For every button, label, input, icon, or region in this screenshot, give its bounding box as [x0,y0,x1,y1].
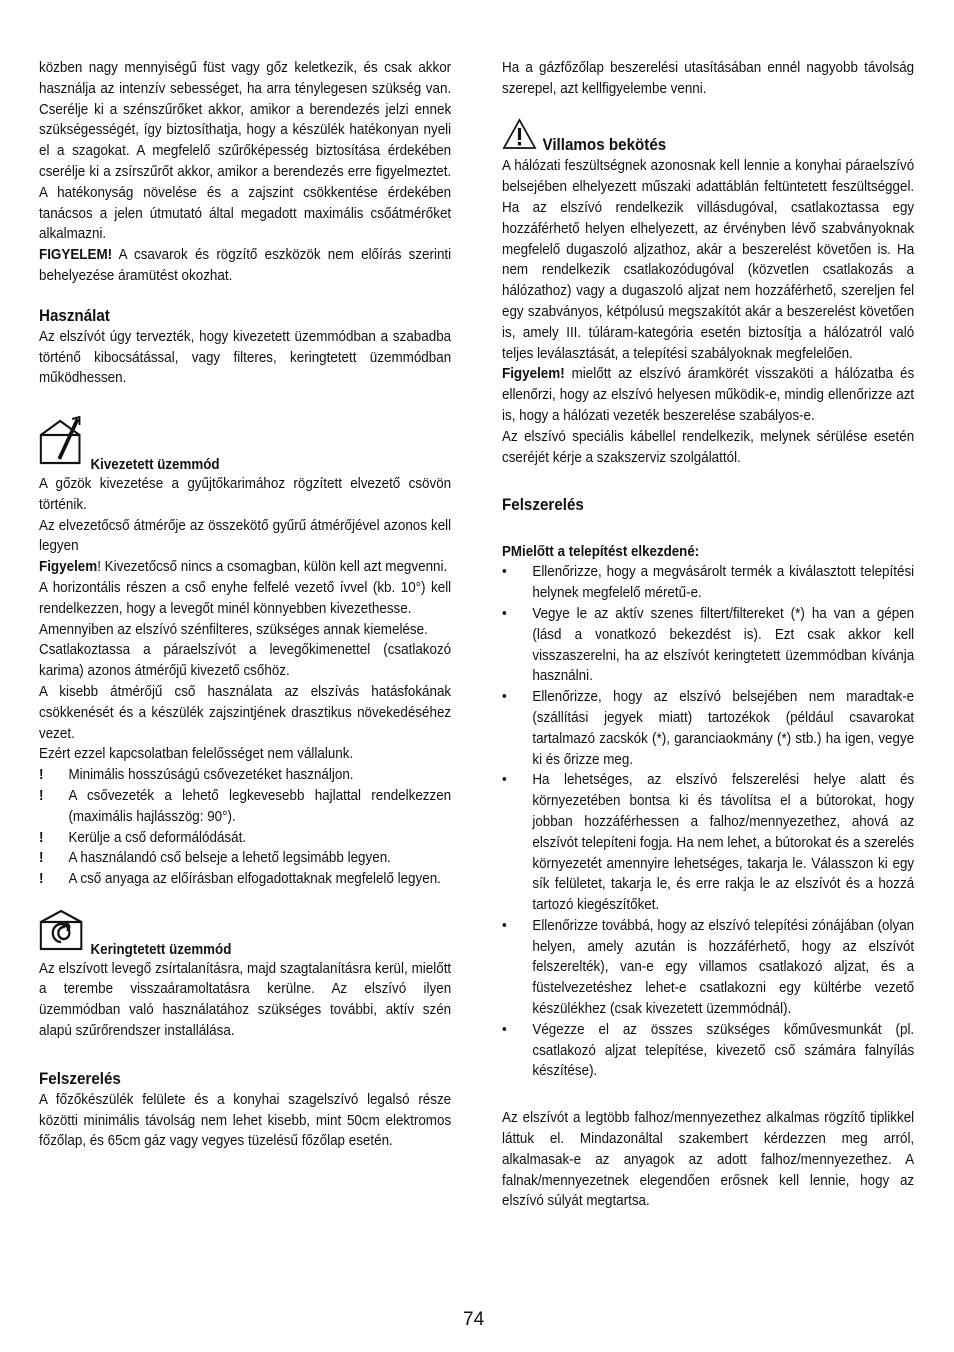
bullet: • [502,772,507,789]
list-item: • Végezze el az összes szükséges kőművesmunkát (pl. csatlakozó aljzat telepítése, kivezető cső számára falnyílás készítése). [502,1020,914,1082]
ducted-notice [39,557,451,578]
bullet: • [502,605,507,622]
warning-triangle-icon [502,118,537,157]
gas-hob-note: Ha a gázfőzőlap beszerelési utasításában ennél nagyobb távolság szerepel, azt kellfigyelembe venni. [502,60,915,97]
ducted-paragraph: Amennyiben az elszívó szénfilteres, szükséges annak kiemelése. [39,621,428,638]
list-item: • Vegye le az aktív szenes filtert/filtereket (*) ha van a gépen (lásd a vonatkozó bekezdést is). Ezt csak akkor kell visszaszerelni, ha az elszívót keringtetett üzemmódban kívánja használni. [502,604,914,687]
list-item: ! A használandó cső belseje a lehető legsimább legyen. [39,848,451,869]
recirc-text: Az elszívott levegő zsírtalanításra, majd szagtalanításra kerül, mielőtt a terembe visszaáramoltatásra kerülne. Az elszívó ilyen üzemmódban való használatához szükséges további, aktív szén alapú szűrőrendszer installálása. [39,960,452,1040]
left-column [39,58,451,1152]
warning-paragraph [39,245,451,287]
exclamation-mark: ! [39,787,44,804]
recirc-heading: Keringtetett üzemmód [90,941,232,958]
list-item: ! Kerülje a cső deformálódását. [39,828,451,849]
electrical-paragraph: Az elszívó speciális kábellel rendelkezik, melynek sérülése esetén cseréjét kérje a szakszerviz szolgálattól. [502,428,915,466]
ducted-paragraph: Az elvezetőcső átmérője az összekötő gyűrű átmérőjével azonos kell legyen [39,517,452,555]
notice-label: Figyelem [39,559,98,576]
usage-heading: Használat [39,306,110,325]
before-install-heading: PMielőtt a telepítést elkezdené: [502,544,700,561]
warning-label: FIGYELEM! [39,247,113,264]
notice-text: ! Kivezetőcső nincs a csomagban, külön kell azt megvenni. [97,559,448,576]
checklist [502,562,914,1082]
intro-paragraph: közben nagy mennyiségű füst vagy gőz keletkezik, és csak akkor használja az intenzív sebességet, ha arra ténylegesen szükség van. Cserélje ki a szénszűrőket akkor, amikor a berendezés jelzi ennek szükségességét, így biztosíthatja, hogy a készülék hatékonyan nyeli el a szagokat. A megfelelő szűrőképesség biztosítása érdekében cserélje ki a zsírszűrőt akkor, amikor a berendezés erre figyelmeztet. A hatékonyság növelése és a zajszint csökkentése érdekében tanácsos a jelen útmutató által megadott maximális csőátmérőket alkalmazni. [39,60,452,243]
install-heading-right: Felszerelés [502,496,584,515]
exclamation-mark: ! [39,829,44,846]
electrical-paragraph: A hálózati feszültségnek azonosnak kell lennie a konyhai páraelszívó belsejében elhelyezett műszaki adattáblán feltüntetett feszültséggel. Ha az elszívó rendelkezik villásdugóval, csatlakoztassa egy hozzáférhető helyen elhelyezett, az érvényben lévő szabványoknak megfelelő dugaszoló aljzathoz, akár a beszerelést követően is. Ha nem rendelkezik csatlakozódugóval (közvetlen csatlakozás a hálózathoz) vagy a dugaszoló aljzat nem hozzáférhető, szereljen fel egy szabványos, kétpólusú megszakítót akár a beszerelést követően is, amely III. túláram-kategória esetén biztosítja a hálózatról való teljes leválasztását, a telepítési szabályoknak megfelelően. [502,158,915,362]
closing-paragraph: Az elszívót a legtöbb falhoz/mennyezethez alkalmas rögzítő tiplikkel láttuk el. Mindazonáltal szakembert kérdezzen meg arról, alkalmasak-e az anyagok az adott falhoz/mennyezethez. A falnak/mennyezetnek elegendően erősnek kell lennie, hogy az elszívó súlyát megtartsa. [502,1110,915,1210]
electrical-notice [502,364,914,426]
notice-text: mielőtt az elszívó áramkörét visszaköti a hálózatba és ellenőrzi, hogy az elszívó helyesen működik-e, mindig ellenőrizze azt is, hogy a hálózati vezeték beszerelése szabályos-e. [502,366,915,424]
right-column [502,58,914,1212]
ducted-paragraph: A horizontális részen a cső enyhe felfelé vezető ívvel (kb. 10°) kell rendelkezzen, hogy a levegőt minél könnyebben kivezethesse. [39,579,452,617]
list-item: • Ellenőrizze továbbá, hogy az elszívó telepítési zónájában (olyan helyen, amely azután is hozzáférhető, hogy az elszívót felszerelték), van-e egy villamos csatlakozó aljzat, és a füstelvezetéshez lehet-e csatlakozni egy kültérbe vezető készülékhez (csak kivezetett üzemmódnál). [502,916,914,1020]
notice-label: Figyelem! [502,366,565,383]
recirc-heading-row [39,908,451,959]
bullet: • [502,917,507,934]
ducted-heading-row [39,415,451,474]
usage-text: Az elszívót úgy tervezték, hogy kivezetett üzemmódban a szabadba történő kibocsátással, vagy filteres, keringtetett üzemmódban működhessen. [39,328,452,387]
bullet: • [502,689,507,706]
bullet: • [502,1021,507,1038]
bullet: • [502,564,507,581]
electrical-heading: Villamos bekötés [542,136,667,155]
exclamation-mark: ! [39,850,44,867]
ducted-heading: Kivezetett üzemmód [90,456,220,473]
ducted-mode-house-icon [39,415,85,474]
ducted-paragraph: A kisebb átmérőjű cső használata az elszívás hatásfokának csökkenését és a készülék zajszintjének drasztikus növekedéséhez vezet. [39,683,452,742]
install-text-left: A főzőkészülék felülete és a konyhai szagelszívó legalsó része közötti minimális távolság nem lehet kisebb, mint 50cm elektromos főzőlap, és 65cm gáz vagy vegyes tüzelésű főzőlap esetén. [39,1091,452,1150]
ducted-paragraph: Ezért ezzel kapcsolatban felelősséget nem vállalunk. [39,746,354,763]
electrical-heading-row [502,118,914,157]
requirements-list [39,765,451,890]
exclamation-mark: ! [39,871,44,888]
warning-text: A csavarok és rögzítő eszközök nem előírás szerinti behelyezése áramütést okozhat. [39,247,452,284]
page-number: 74 [463,1309,485,1330]
list-item: ! Minimális hosszúságú csővezetéket használjon. [39,765,451,786]
ducted-paragraph: Csatlakoztassa a páraelszívót a levegőkimenettel (csatlakozó karima) azonos átmérőjű kivezető csőhöz. [39,642,452,680]
list-item: • Ellenőrizze, hogy az elszívó belsejében nem maradtak-e (szállítási jegyek miatt) tartozékok (például csavarokat tartalmazó zacskók (*), garanciaokmány (*) stb.) ha igen, vegye ki és őrizze meg. [502,687,914,770]
list-item: ! A csővezeték a lehető legkevesebb hajlattal rendelkezzen (maximális hajlásszög: 90°). [39,786,451,828]
list-item: • Ha lehetséges, az elszívó felszerelési helye alatt és környezetében bontsa ki és távolítsa el a bútorokat, hogy jobban hozzáférhessen a falhoz/mennyezethez, ahová az elszívót telepíteni fogja. Ha nem lehet, a bútorokat és a szerelés környezetét amennyire lehetséges, takarja le. Válasszon ki egy sík felületet, takarja le, és erre rakja le az elszívót és a hozzá tartozó kiegészítőket. [502,770,914,916]
recirculation-mode-house-icon [39,908,85,959]
ducted-paragraph: A gőzök kivezetése a gyűjtőkarimához rögzített elvezető csövön történik. [39,475,452,513]
list-item: ! A cső anyaga az előírásban elfogadottaknak megfelelő legyen. [39,869,451,890]
exclamation-mark: ! [39,767,44,784]
list-item: • Ellenőrizze, hogy a megvásárolt termék a kiválasztott telepítési helynek megfelelő méretű-e. [502,562,914,604]
install-heading-left: Felszerelés [39,1069,121,1088]
